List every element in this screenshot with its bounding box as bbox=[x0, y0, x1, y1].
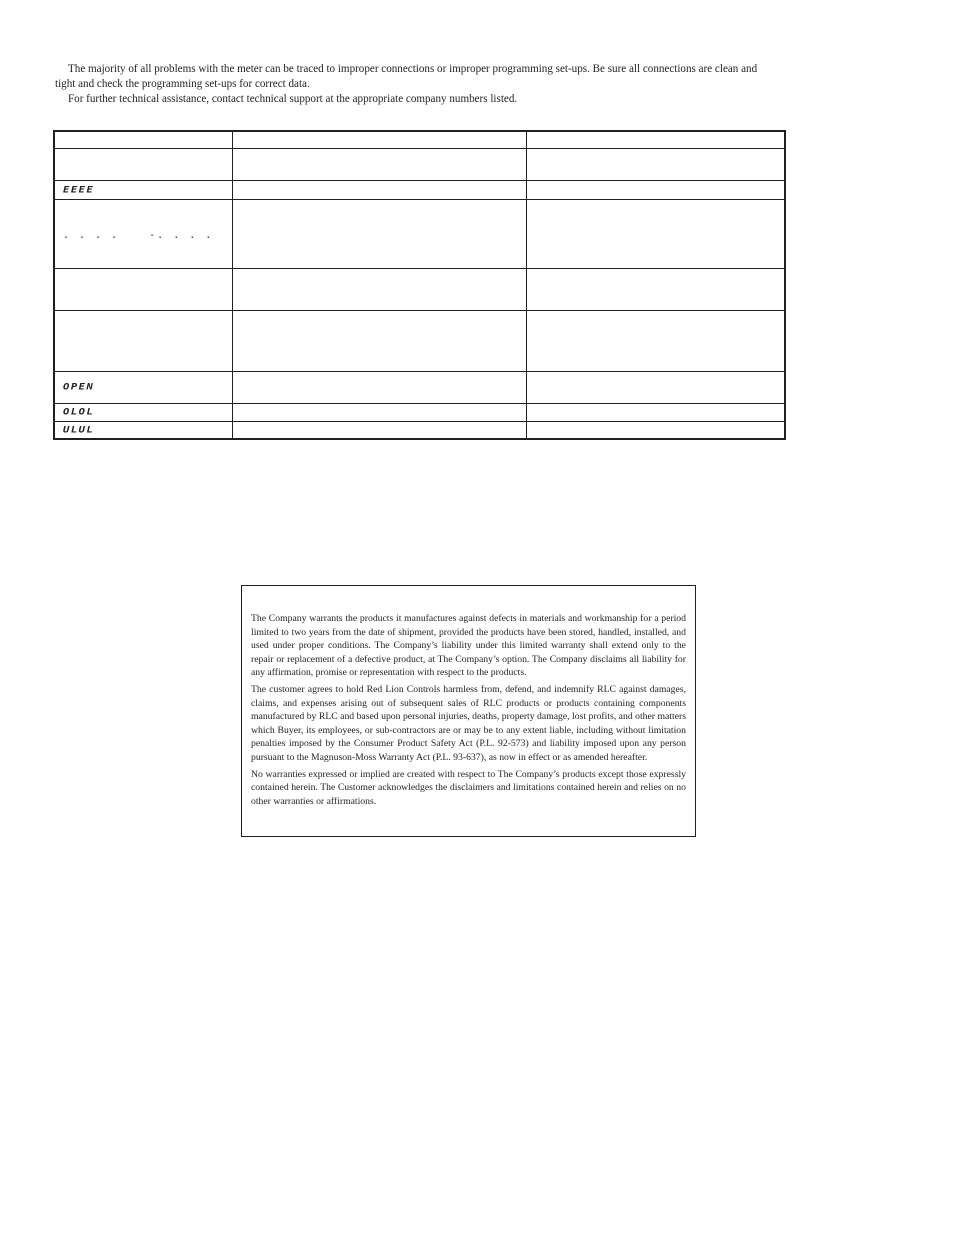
warranty-paragraph: The Company warrants the products it manufactures against defects in materials and workmanship for a period limited to two years from the date of shipment, provided the products have been stored, handled, installed, and used under proper conditions. The Company’s liability under this limited warranty shall extend only to the repair or replacement of a defective product, at The Company’s option. The Company disclaims all liability for any affirmation, promise or representation with respect to the products. bbox=[251, 613, 686, 679]
table-cell bbox=[54, 310, 233, 371]
table-cell bbox=[527, 421, 786, 439]
table-row bbox=[54, 421, 785, 439]
table-cell bbox=[527, 180, 786, 199]
display-dots-left: . . . . bbox=[63, 230, 120, 241]
table-cell bbox=[527, 199, 786, 268]
table-cell bbox=[233, 371, 527, 403]
table-cell bbox=[54, 199, 233, 268]
table-cell bbox=[527, 131, 786, 148]
table-cell bbox=[527, 268, 786, 310]
display-code-olol: OLOL bbox=[63, 406, 95, 418]
table-row bbox=[54, 403, 785, 421]
table-cell bbox=[54, 131, 233, 148]
troubleshooting-table bbox=[53, 130, 786, 440]
intro-paragraph: The majority of all problems with the meter can be traced to improper connections or improper programming set-ups. Be sure all connections are clean and tight and check the programming set-ups for correct data. bbox=[55, 63, 758, 90]
table-cell bbox=[527, 148, 786, 180]
table-cell bbox=[233, 148, 527, 180]
intro-text bbox=[55, 62, 780, 107]
table-cell bbox=[54, 148, 233, 180]
table-row bbox=[54, 371, 785, 403]
display-code-dots bbox=[63, 230, 213, 241]
table-cell bbox=[233, 403, 527, 421]
table-cell bbox=[233, 310, 527, 371]
warranty-box bbox=[241, 585, 696, 837]
intro-paragraph: For further technical assistance, contact technical support at the appropriate company numbers listed. bbox=[68, 93, 518, 105]
table-cell bbox=[233, 199, 527, 268]
table-row bbox=[54, 180, 785, 199]
table-cell bbox=[527, 371, 786, 403]
display-dots-right: -. . . . bbox=[149, 230, 214, 241]
warranty-paragraph: The customer agrees to hold Red Lion Controls harmless from, defend, and indemnify RLC against damages, claims, and expenses arising out of subsequent sales of RLC products or products containing components manufactured by RLC and based upon personal injuries, deaths, property damage, lost profits, and other matters which Buyer, its employees, or sub-contractors are or may be to any extent liable, including without limitation penalties imposed by the Consumer Product Safety Act (P.L. 92-573) and liability imposed upon any person pursuant to the Magnuson-Moss Warranty Act (P.L. 93-637), as now in effect or as amended hereafter. bbox=[251, 683, 686, 763]
table-cell bbox=[233, 180, 527, 199]
table-cell bbox=[54, 403, 233, 421]
table-cell bbox=[54, 371, 233, 403]
warranty-paragraph: No warranties expressed or implied are created with respect to The Company’s products except those expressly contained herein. The Customer acknowledges the disclaimers and limitations contained herein and relies on no other warranties or affirmations. bbox=[251, 768, 686, 807]
table-cell bbox=[54, 268, 233, 310]
table-cell bbox=[527, 403, 786, 421]
table-cell bbox=[54, 421, 233, 439]
display-code-ulul: ULUL bbox=[63, 424, 95, 435]
table-cell bbox=[54, 180, 233, 199]
table-cell bbox=[527, 310, 786, 371]
table-cell bbox=[233, 268, 527, 310]
table-header-row bbox=[54, 131, 785, 148]
table-row bbox=[54, 310, 785, 371]
table-cell bbox=[233, 421, 527, 439]
display-code-eeee: EEEE bbox=[63, 184, 95, 195]
table-cell bbox=[233, 131, 527, 148]
display-code-open: OPEN bbox=[63, 381, 95, 393]
table-row bbox=[54, 148, 785, 180]
table-row bbox=[54, 199, 785, 268]
table-row bbox=[54, 268, 785, 310]
